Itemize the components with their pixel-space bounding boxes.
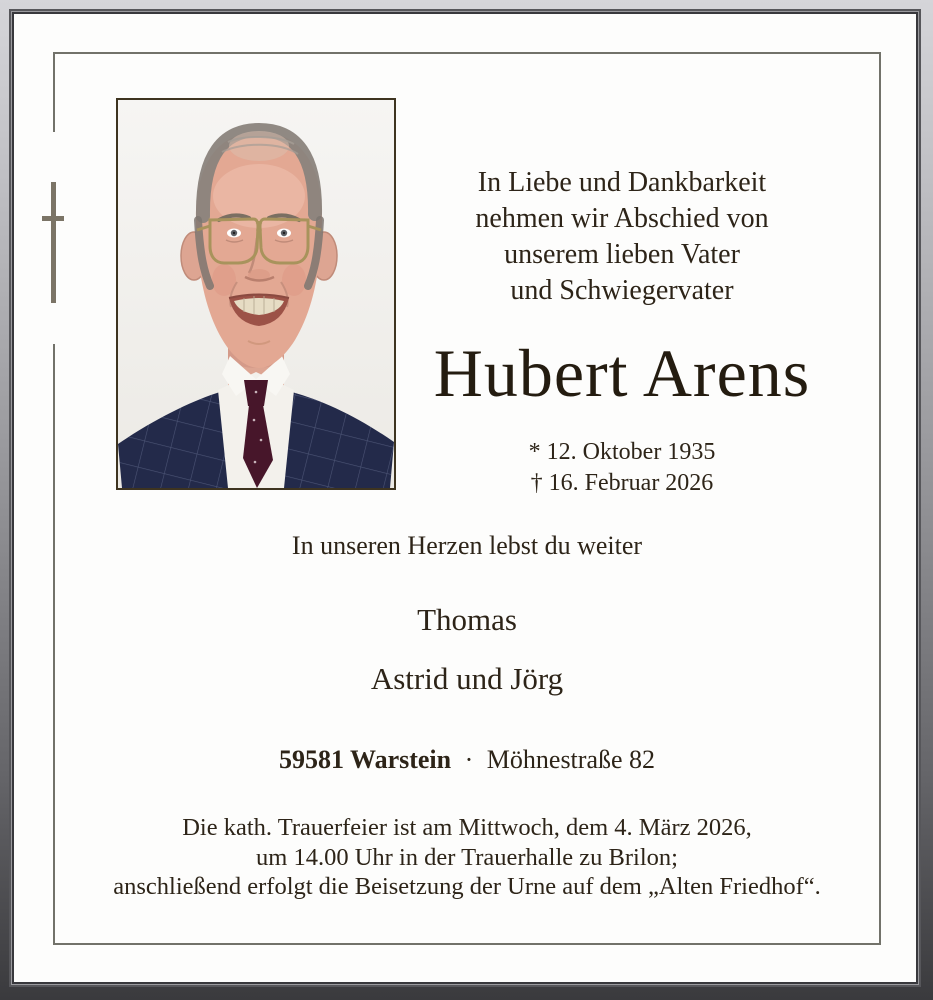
- mourner-name: Thomas: [417, 602, 517, 637]
- intro-line: In Liebe und Dankbarkeit: [477, 167, 767, 198]
- inner-frame-top: [53, 52, 881, 54]
- funeral-line: um 14.00 Uhr in der Trauerhalle zu Brilon;: [256, 843, 678, 871]
- portrait-illustration: [118, 100, 394, 488]
- deceased-name: Hubert Arens: [433, 335, 811, 411]
- address-street: Möhnestraße 82: [486, 745, 656, 774]
- intro-line: nehmen wir Abschied von: [475, 203, 769, 234]
- address-line: [53, 744, 881, 776]
- portrait-photo: [116, 98, 396, 490]
- funeral-line: anschließend erfolgt die Beisetzung der Urne auf dem „Alten Friedhof“.: [113, 873, 821, 900]
- birth-date: * 12. Oktober 1935: [528, 439, 716, 465]
- inner-frame-bottom: [53, 943, 881, 945]
- memorial-cross-icon: [51, 182, 56, 303]
- memorial-cross-icon: [42, 216, 64, 221]
- funeral-info: [53, 813, 881, 902]
- inner-frame-right: [879, 52, 881, 945]
- remembrance-line: In unseren Herzen lebst du weiter: [291, 531, 643, 560]
- mourner-name: Astrid und Jörg: [370, 661, 564, 696]
- funeral-line: Die kath. Trauerfeier ist am Mittwoch, dem 4. März 2026,: [182, 814, 752, 841]
- address-separator: ·: [464, 745, 474, 774]
- intro-line: unserem lieben Vater: [504, 239, 740, 270]
- death-date: † 16. Februar 2026: [530, 470, 714, 496]
- life-dates: [396, 437, 848, 499]
- address-postal-town: 59581 Warstein: [278, 745, 452, 774]
- inner-frame-left-upper: [53, 52, 55, 132]
- intro-line: und Schwiegervater: [510, 275, 734, 306]
- intro-text: [396, 165, 848, 309]
